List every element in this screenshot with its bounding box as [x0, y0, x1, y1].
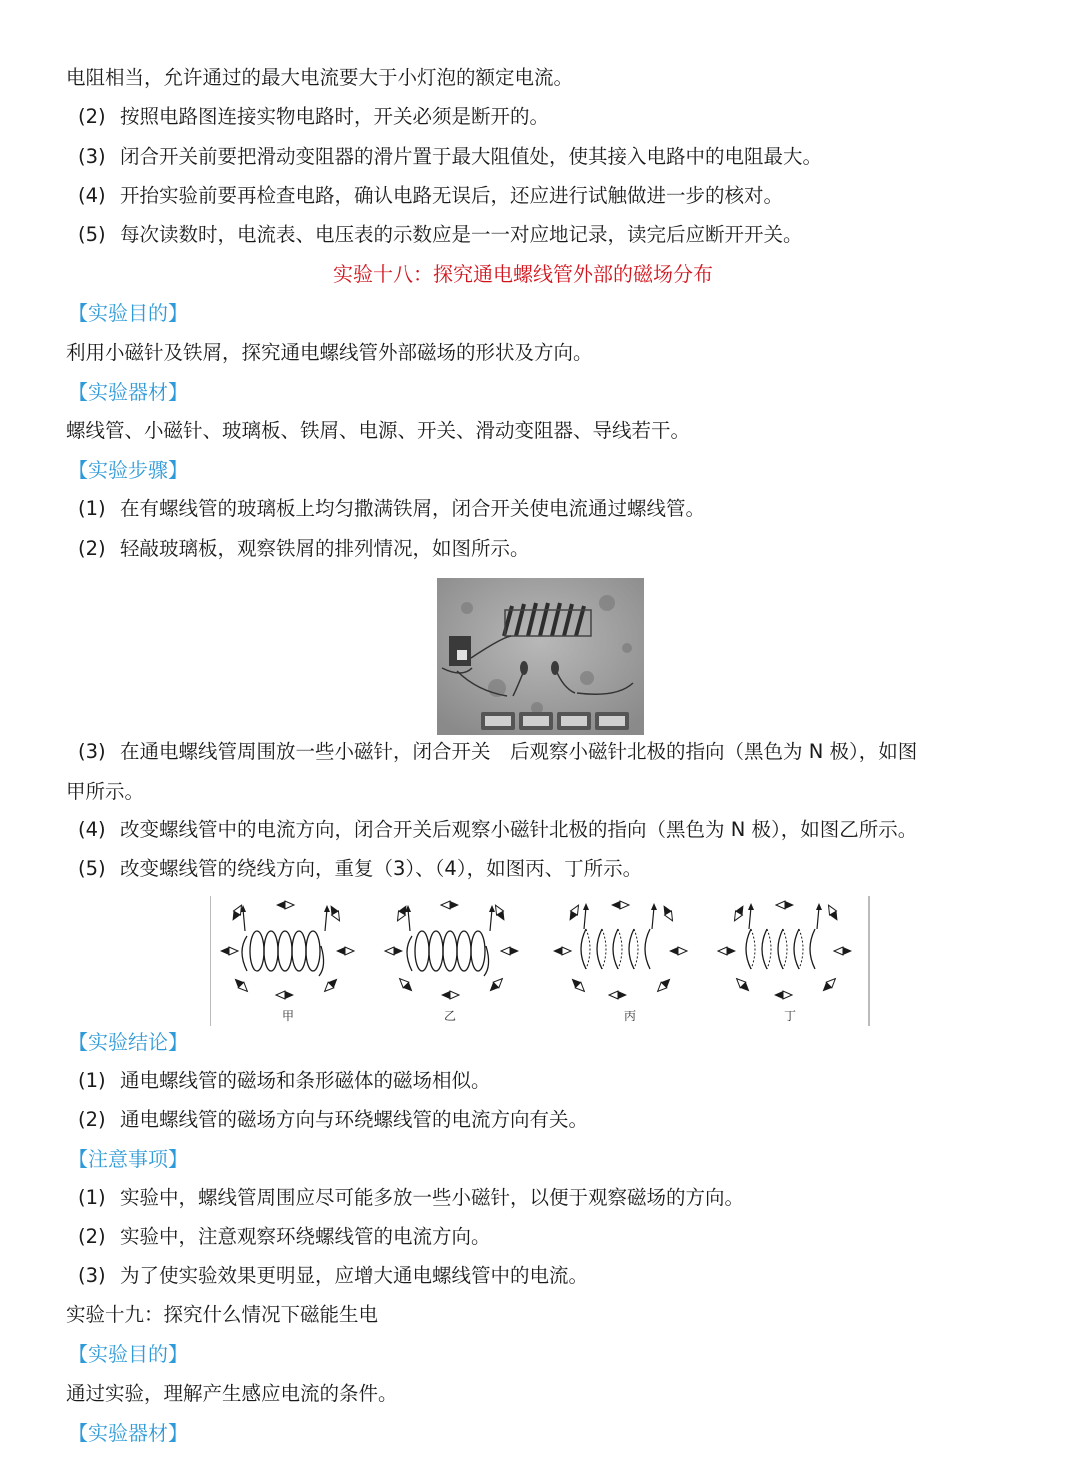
list-item [78, 181, 783, 211]
item-text: 实验中，注意观察环绕螺线管的电流方向。 [120, 1225, 491, 1248]
section-heading-steps: 【实验步骤】 [68, 458, 188, 482]
item-number: (2) [78, 1108, 106, 1131]
list-item [78, 1066, 491, 1096]
figure-label-ding: 丁 [784, 1009, 797, 1023]
list-item [78, 142, 822, 172]
item-number: (1) [78, 1069, 106, 1092]
item-text: 开抬实验前要再检查电路，确认电路无误后，还应进行试触做进一步的核对。 [120, 184, 784, 207]
item-text: 改变螺线管中的电流方向，闭合开关后观察小磁针北极的指向（黑色为 N 极），如图乙所示。 [120, 818, 918, 841]
list-item [78, 220, 803, 250]
item-text: 为了使实验效果更明显，应增大通电螺线管中的电流。 [120, 1264, 589, 1287]
equipment-text: 螺线管、小磁针、玻璃板、铁屑、电源、开关、滑动变阻器、导线若干。 [66, 419, 691, 442]
section-heading-equipment: 【实验器材】 [68, 380, 188, 404]
item-number: (3) [78, 145, 106, 168]
list-item [78, 1261, 588, 1291]
figure-label-jia: 甲 [282, 1009, 295, 1023]
item-number: (2) [78, 105, 106, 128]
purpose-text: 利用小磁针及铁屑，探究通电螺线管外部磁场的形状及方向。 [66, 341, 593, 364]
list-item [78, 854, 642, 884]
item-number: (3) [78, 740, 106, 763]
solenoid-compass-diagram [210, 896, 870, 1026]
list-item [78, 102, 549, 132]
item-text: 在有螺线管的玻璃板上均匀撒满铁屑，闭合开关使电流通过螺线管。 [120, 497, 706, 520]
section-title-exp19: 实验十九：探究什么情况下磁能生电 [66, 1303, 379, 1326]
item-number: (4) [78, 184, 106, 207]
item-text: 轻敲玻璃板，观察铁屑的排列情况，如图所示。 [120, 537, 530, 560]
section-heading-purpose-exp19: 【实验目的】 [68, 1342, 188, 1366]
section-heading-conclusion: 【实验结论】 [68, 1030, 188, 1054]
item-number: (4) [78, 818, 106, 841]
item-text: 改变螺线管的绕线方向，重复（3）、（4），如图丙、丁所示。 [120, 857, 643, 880]
item-number: (5) [78, 857, 106, 880]
item-number: (2) [78, 1225, 106, 1248]
list-item [78, 534, 530, 564]
item-text: 在通电螺线管周围放一些小磁针，闭合开关 后观察小磁针北极的指向（黑色为 N 极），如图 [120, 740, 918, 763]
item-text: 通电螺线管的磁场和条形磁体的磁场相似。 [120, 1069, 491, 1092]
list-item [78, 1105, 588, 1135]
list-item [78, 1183, 744, 1213]
item-number: (1) [78, 1186, 106, 1209]
list-item [78, 1222, 491, 1252]
list-item [78, 737, 917, 767]
figure-label-bing: 丙 [624, 1009, 637, 1023]
section-title: 实验十八：探究通电螺线管外部的磁场分布 [333, 262, 713, 286]
iron-filings-photo [437, 578, 644, 735]
item-number: (1) [78, 497, 106, 520]
item-text: 实验中，螺线管周围应尽可能多放一些小磁针，以便于观察磁场的方向。 [120, 1186, 745, 1209]
item-number: (3) [78, 1264, 106, 1287]
purpose-text-exp19: 通过实验，理解产生感应电流的条件。 [66, 1382, 398, 1405]
item-text: 通电螺线管的磁场方向与环绕螺线管的电流方向有关。 [120, 1108, 589, 1131]
section-heading-notes: 【注意事项】 [68, 1147, 188, 1171]
list-item [78, 494, 705, 524]
paragraph-line: 电阻相当，允许通过的最大电流要大于小灯泡的额定电流。 [66, 66, 574, 89]
item-text: 按照电路图连接实物电路时，开关必须是断开的。 [120, 105, 550, 128]
item-number: (5) [78, 223, 106, 246]
list-item [78, 815, 917, 845]
paragraph-line: 甲所示。 [66, 780, 145, 803]
section-heading-purpose: 【实验目的】 [68, 301, 188, 325]
item-text: 每次读数时，电流表、电压表的示数应是一一对应地记录，读完后应断开开关。 [120, 223, 803, 246]
item-text: 闭合开关前要把滑动变阻器的滑片置于最大阻值处，使其接入电路中的电阻最大。 [120, 145, 823, 168]
figure-label-yi: 乙 [444, 1009, 457, 1023]
item-number: (2) [78, 537, 106, 560]
section-heading-equipment-exp19: 【实验器材】 [68, 1421, 188, 1445]
